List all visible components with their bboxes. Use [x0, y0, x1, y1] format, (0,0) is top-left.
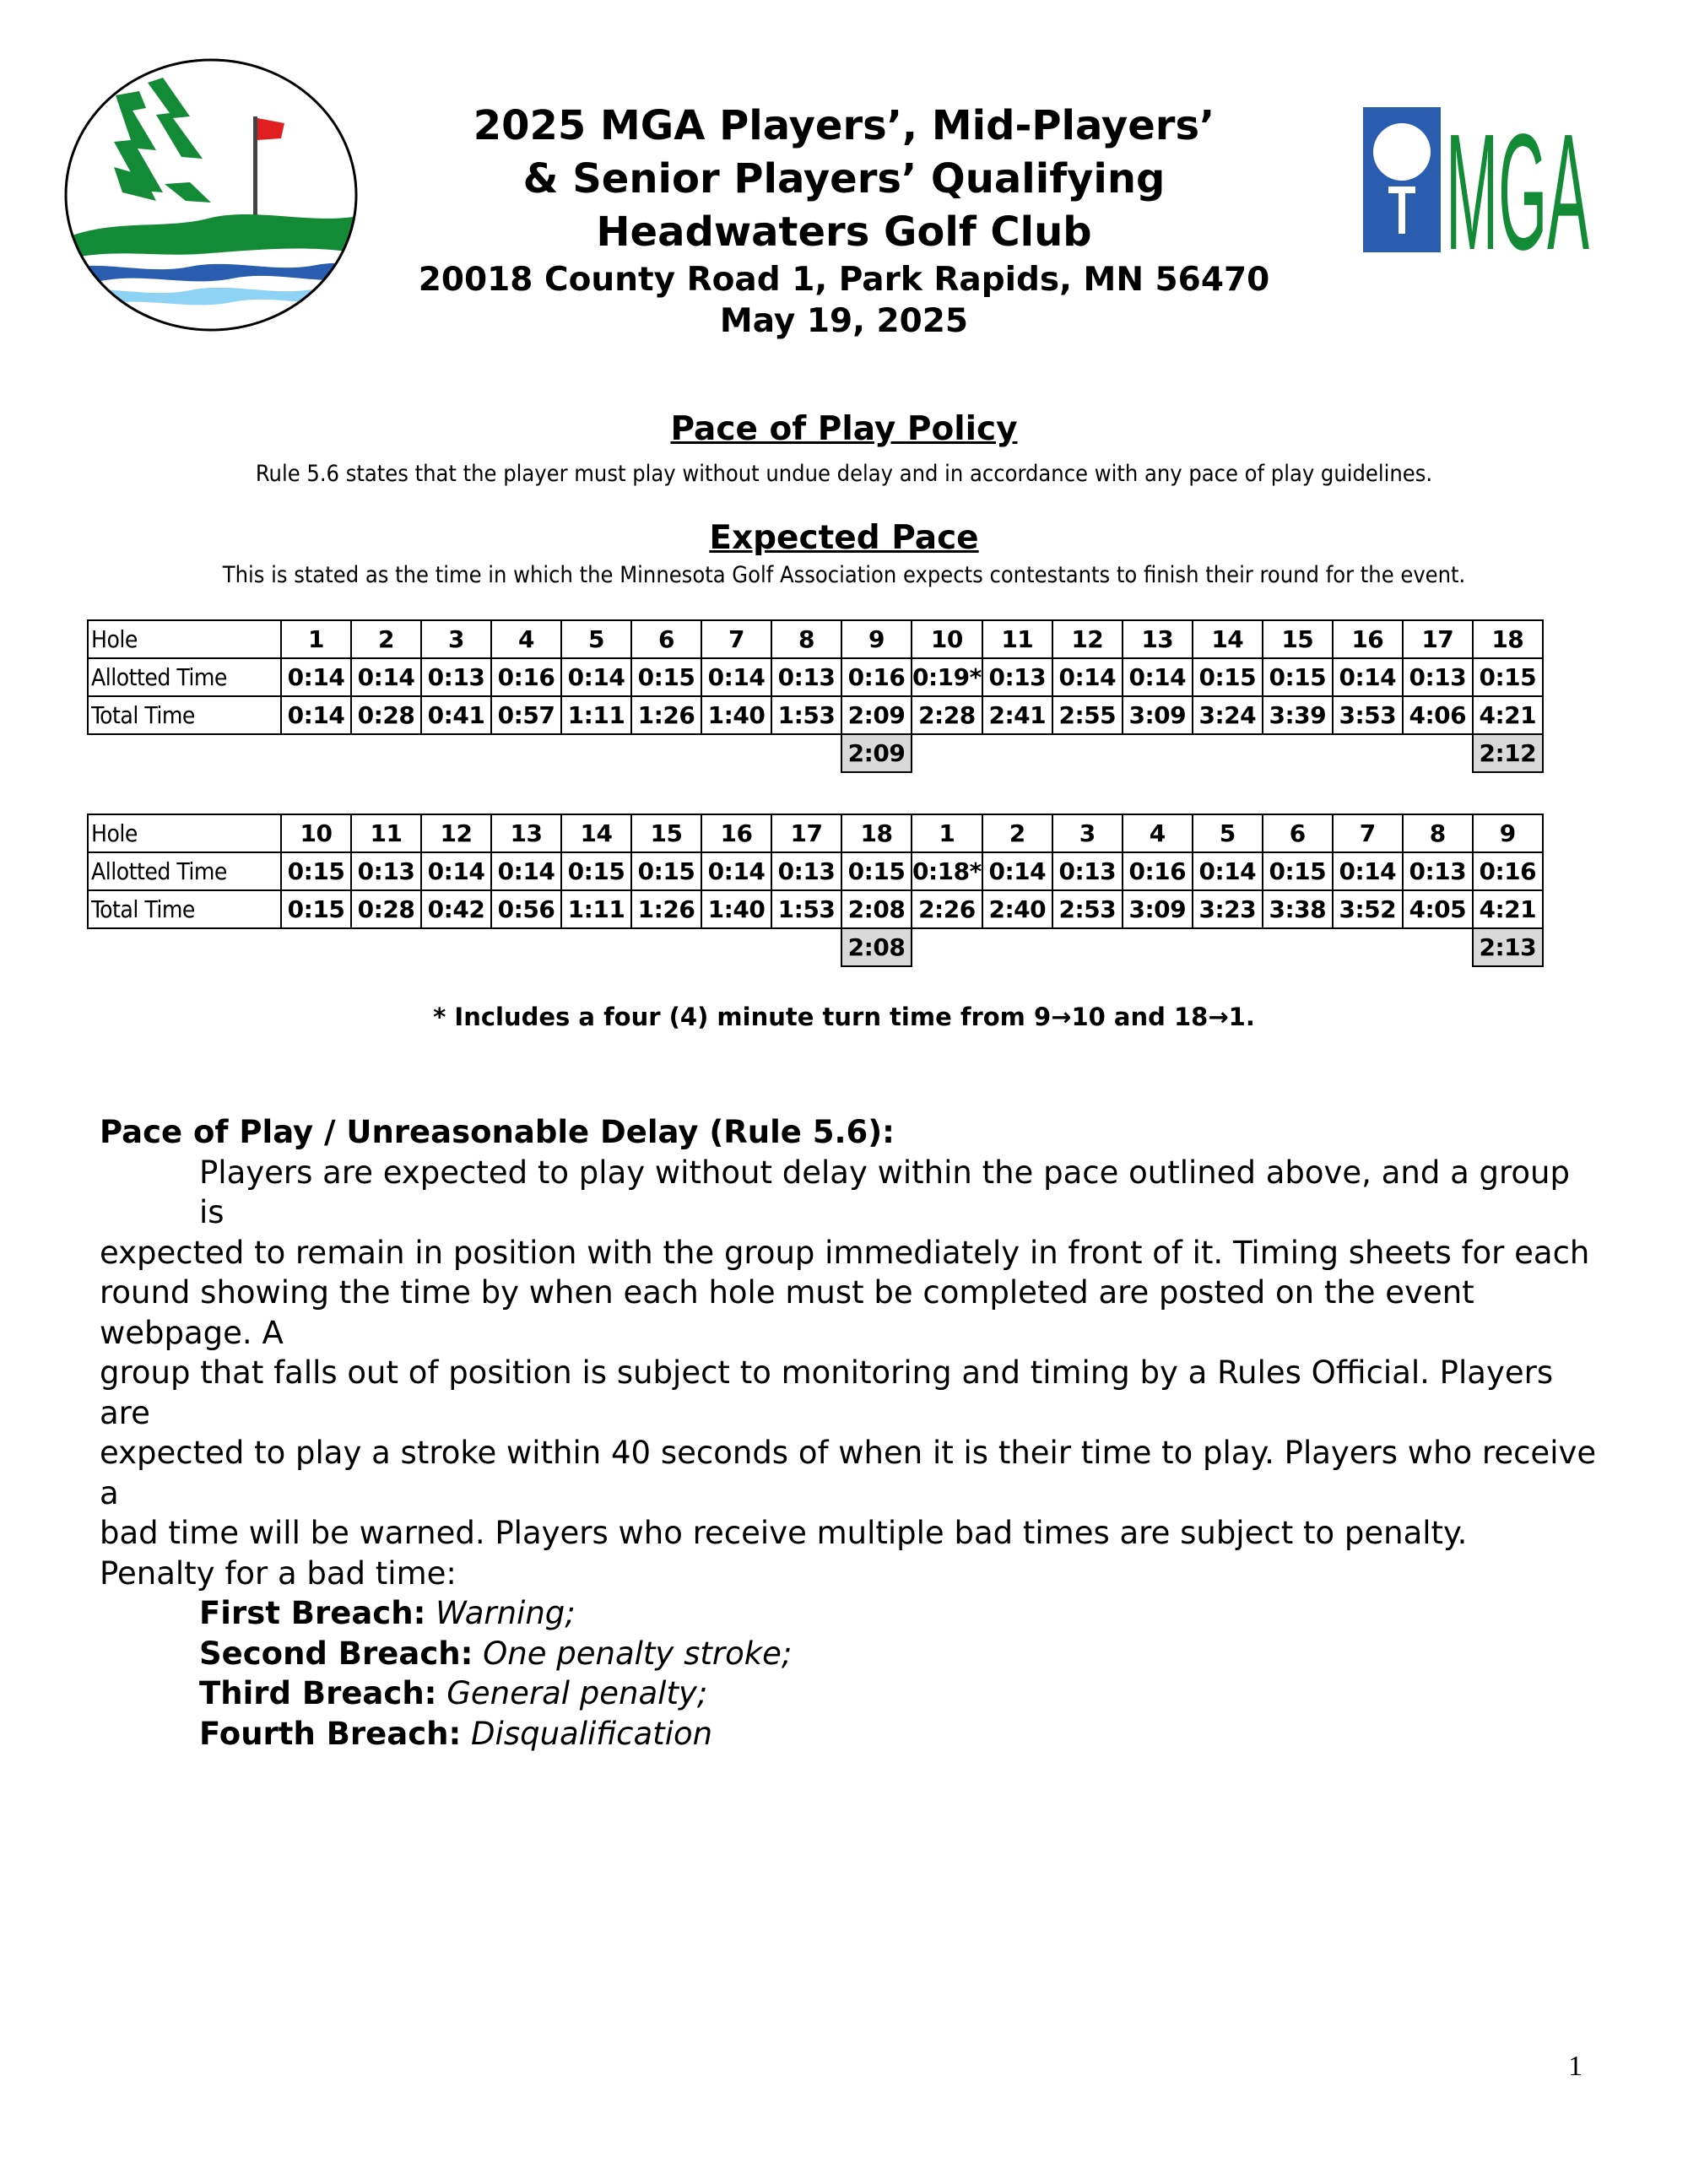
- total-cell: 1:40: [701, 696, 771, 734]
- hole-cell: 1: [281, 620, 351, 658]
- total-cell: 2:41: [982, 696, 1052, 734]
- allotted-cell: 0:14: [561, 658, 631, 696]
- hole-cell: 10: [912, 620, 982, 658]
- hole-cell: 12: [421, 814, 491, 852]
- penalty-value: Warning;: [436, 1595, 576, 1631]
- hole-cell: 2: [351, 620, 421, 658]
- hole-cell: 1: [912, 814, 982, 852]
- penalty-value: One penalty stroke;: [483, 1635, 793, 1672]
- allotted-time-row: [88, 852, 1543, 890]
- hole-cell: 5: [561, 620, 631, 658]
- hole-cell: 17: [771, 814, 841, 852]
- total-cell: 2:09: [841, 696, 912, 734]
- allotted-cell: 0:13: [982, 658, 1052, 696]
- allotted-cell: 0:16: [491, 658, 561, 696]
- penalty-fourth: [100, 1714, 1602, 1754]
- hole-cell: 3: [1052, 814, 1123, 852]
- total-cell: 3:23: [1193, 890, 1263, 928]
- hole-row: [88, 620, 1543, 658]
- total-cell: 2:28: [912, 696, 982, 734]
- total-cell: 1:11: [561, 696, 631, 734]
- hole-cell: 8: [1403, 814, 1473, 852]
- allotted-cell: 0:15: [1263, 658, 1333, 696]
- hole-cell: 7: [1333, 814, 1403, 852]
- allotted-cell: 0:16: [1123, 852, 1193, 890]
- title-line-1: 2025 MGA Players’, Mid-Players’: [473, 102, 1215, 149]
- hole-row: [88, 814, 1543, 852]
- allotted-cell: 0:14: [982, 852, 1052, 890]
- total-cell: 0:15: [281, 890, 351, 928]
- penalty-intro: Penalty for a bad time:: [100, 1554, 457, 1592]
- delay-line: expected to remain in position with the group immediately in front of it. Timing sheets for each: [100, 1234, 1590, 1271]
- allotted-cell: 0:14: [1333, 658, 1403, 696]
- back-nine-total: 2:13: [1473, 928, 1543, 966]
- allotted-cell: 0:13: [1052, 852, 1123, 890]
- hole-cell: 16: [1333, 620, 1403, 658]
- allotted-cell: 0:13: [1403, 658, 1473, 696]
- total-cell: 0:28: [351, 696, 421, 734]
- total-cell: 4:06: [1403, 696, 1473, 734]
- total-cell: 1:53: [771, 890, 841, 928]
- penalty-label: Third Breach:: [199, 1675, 437, 1711]
- row-label: Allotted Time: [88, 852, 281, 890]
- penalty-label: First Breach:: [199, 1595, 426, 1631]
- delay-section: [100, 1112, 1602, 1754]
- total-time-row: [88, 890, 1543, 928]
- delay-line: bad time will be warned. Players who receive multiple bad times are subject to penalty.: [100, 1515, 1468, 1551]
- pace-table-1: [87, 619, 1544, 773]
- allotted-cell: 0:14: [491, 852, 561, 890]
- title-line-3: Headwaters Golf Club: [596, 208, 1092, 256]
- total-cell: 3:52: [1333, 890, 1403, 928]
- allotted-cell: 0:14: [1052, 658, 1123, 696]
- hole-cell: 6: [1263, 814, 1333, 852]
- mga-logo-text: MGA: [1446, 105, 1590, 257]
- total-cell: 2:55: [1052, 696, 1123, 734]
- row-label: Hole: [88, 620, 281, 658]
- hole-cell: 16: [701, 814, 771, 852]
- subtotal-row: [88, 734, 1543, 772]
- total-cell: 3:38: [1263, 890, 1333, 928]
- penalty-label: Fourth Breach:: [199, 1715, 462, 1752]
- allotted-cell: 0:14: [351, 658, 421, 696]
- allotted-cell: 0:14: [701, 852, 771, 890]
- penalty-value: General penalty;: [446, 1675, 708, 1711]
- allotted-cell: 0:14: [1333, 852, 1403, 890]
- hole-cell: 5: [1193, 814, 1263, 852]
- total-cell: 0:28: [351, 890, 421, 928]
- total-cell: 2:26: [912, 890, 982, 928]
- total-cell: 1:53: [771, 696, 841, 734]
- hole-cell: 14: [1193, 620, 1263, 658]
- allotted-cell: 0:15: [631, 852, 701, 890]
- page-number: 1: [1568, 2051, 1582, 2082]
- total-cell: 3:24: [1193, 696, 1263, 734]
- allotted-cell: 0:15: [631, 658, 701, 696]
- row-label: Allotted Time: [88, 658, 281, 696]
- hole-cell: 9: [841, 620, 912, 658]
- allotted-cell: 0:14: [701, 658, 771, 696]
- turn-time-note: * Includes a four (4) minute turn time from 9→10 and 18→1.: [433, 1003, 1255, 1031]
- expected-pace-heading: Expected Pace: [709, 519, 979, 557]
- delay-line: round showing the time by when each hole must be completed are posted on the event webpage. A: [100, 1274, 1474, 1351]
- hole-cell: 9: [1473, 814, 1543, 852]
- total-cell: 3:09: [1123, 890, 1193, 928]
- hole-cell: 12: [1052, 620, 1123, 658]
- hole-cell: 13: [491, 814, 561, 852]
- total-cell: 2:53: [1052, 890, 1123, 928]
- front-nine-total: 2:09: [841, 734, 912, 772]
- hole-cell: 4: [491, 620, 561, 658]
- event-date: May 19, 2025: [719, 302, 969, 340]
- hole-cell: 11: [982, 620, 1052, 658]
- hole-cell: 8: [771, 620, 841, 658]
- allotted-cell: 0:14: [281, 658, 351, 696]
- hole-cell: 4: [1123, 814, 1193, 852]
- hole-cell: 3: [421, 620, 491, 658]
- subtotal-row: [88, 928, 1543, 966]
- total-cell: 3:39: [1263, 696, 1333, 734]
- allotted-cell: 0:15: [561, 852, 631, 890]
- row-label: Total Time: [88, 696, 281, 734]
- total-cell: 0:42: [421, 890, 491, 928]
- allotted-cell: 0:14: [1123, 658, 1193, 696]
- total-cell: 0:41: [421, 696, 491, 734]
- delay-line: expected to play a stroke within 40 seconds of when it is their time to play. Players who receive a: [100, 1435, 1597, 1511]
- back-nine-total: 2:12: [1473, 734, 1543, 772]
- allotted-cell: 0:19*: [912, 658, 982, 696]
- total-cell: 2:40: [982, 890, 1052, 928]
- expected-pace-text: This is stated as the time in which the Minnesota Golf Association expects contestants to finish their round for the event.: [222, 562, 1466, 588]
- hole-cell: 2: [982, 814, 1052, 852]
- allotted-cell: 0:15: [1193, 658, 1263, 696]
- total-time-row: [88, 696, 1543, 734]
- allotted-cell: 0:15: [1473, 658, 1543, 696]
- allotted-time-row: [88, 658, 1543, 696]
- allotted-cell: 0:13: [1403, 852, 1473, 890]
- hole-cell: 18: [1473, 620, 1543, 658]
- pace-policy-heading: Pace of Play Policy: [670, 410, 1018, 448]
- total-cell: 3:53: [1333, 696, 1403, 734]
- total-cell: 1:26: [631, 890, 701, 928]
- hole-cell: 10: [281, 814, 351, 852]
- allotted-cell: 0:14: [1193, 852, 1263, 890]
- hole-cell: 14: [561, 814, 631, 852]
- penalty-label: Second Breach:: [199, 1635, 473, 1672]
- allotted-cell: 0:13: [771, 852, 841, 890]
- delay-line: group that falls out of position is subject to monitoring and timing by a Rules Official. Players are: [100, 1354, 1554, 1431]
- row-label: Total Time: [88, 890, 281, 928]
- penalty-first: [100, 1593, 1602, 1634]
- allotted-cell: 0:16: [841, 658, 912, 696]
- allotted-cell: 0:14: [421, 852, 491, 890]
- title-block: [371, 100, 1317, 342]
- penalty-third: [100, 1673, 1602, 1714]
- delay-heading: Pace of Play / Unreasonable Delay (Rule 5.6):: [100, 1114, 895, 1150]
- total-cell: 1:26: [631, 696, 701, 734]
- hole-cell: 15: [1263, 620, 1333, 658]
- pace-table-2: [87, 814, 1544, 967]
- total-cell: 2:08: [841, 890, 912, 928]
- headwaters-golf-club-logo: [63, 57, 359, 336]
- mga-logo: [1363, 105, 1591, 257]
- total-cell: 0:57: [491, 696, 561, 734]
- pace-policy-text: Rule 5.6 states that the player must play without undue delay and in accordance with any pace of play guidelines.: [255, 461, 1433, 487]
- allotted-cell: 0:15: [1263, 852, 1333, 890]
- hole-cell: 13: [1123, 620, 1193, 658]
- total-cell: 3:09: [1123, 696, 1193, 734]
- allotted-cell: 0:18*: [912, 852, 982, 890]
- hole-cell: 18: [841, 814, 912, 852]
- allotted-cell: 0:16: [1473, 852, 1543, 890]
- event-address: 20018 County Road 1, Park Rapids, MN 56470: [418, 261, 1270, 299]
- delay-line: Players are expected to play without delay within the pace outlined above, and a group is: [199, 1154, 1570, 1230]
- total-cell: 1:11: [561, 890, 631, 928]
- penalty-value: Disqualification: [471, 1715, 713, 1752]
- total-cell: 4:21: [1473, 696, 1543, 734]
- allotted-cell: 0:13: [771, 658, 841, 696]
- row-label: Hole: [88, 814, 281, 852]
- hole-cell: 6: [631, 620, 701, 658]
- allotted-cell: 0:15: [281, 852, 351, 890]
- allotted-cell: 0:13: [421, 658, 491, 696]
- hole-cell: 17: [1403, 620, 1473, 658]
- hole-cell: 15: [631, 814, 701, 852]
- penalty-second: [100, 1634, 1602, 1674]
- allotted-cell: 0:15: [841, 852, 912, 890]
- hole-cell: 7: [701, 620, 771, 658]
- total-cell: 1:40: [701, 890, 771, 928]
- front-nine-total: 2:08: [841, 928, 912, 966]
- total-cell: 0:56: [491, 890, 561, 928]
- allotted-cell: 0:13: [351, 852, 421, 890]
- title-line-2: & Senior Players’ Qualifying: [522, 155, 1166, 203]
- total-cell: 4:05: [1403, 890, 1473, 928]
- total-cell: 4:21: [1473, 890, 1543, 928]
- total-cell: 0:14: [281, 696, 351, 734]
- hole-cell: 11: [351, 814, 421, 852]
